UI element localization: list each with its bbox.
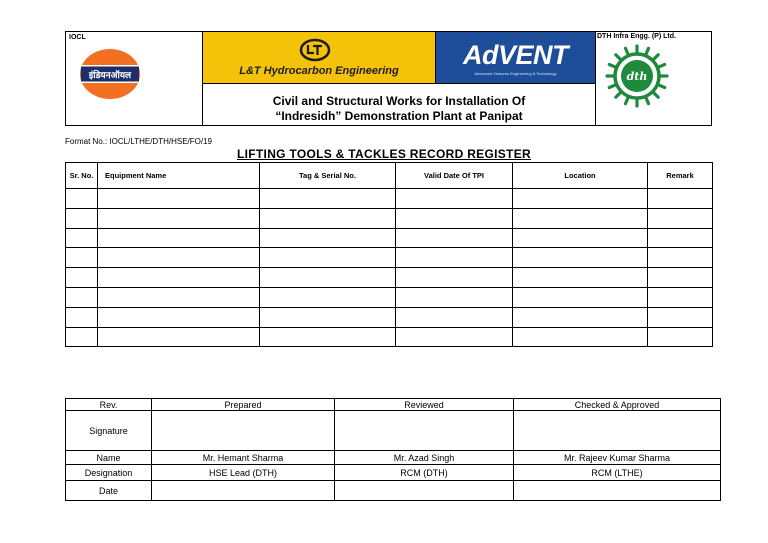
location-cell[interactable] bbox=[513, 248, 648, 268]
project-title-line2: “Indresidh” Demonstration Plant at Panipat bbox=[275, 109, 523, 123]
dth-cell bbox=[596, 32, 711, 125]
prepared-header: Prepared bbox=[152, 399, 335, 411]
col-header-equipment-name: Equipment Name bbox=[98, 163, 260, 189]
sr-no-cell[interactable] bbox=[66, 287, 98, 307]
valid-date-cell[interactable] bbox=[396, 268, 513, 288]
equipment-name-cell[interactable] bbox=[98, 268, 260, 288]
prepared-date-field[interactable] bbox=[152, 481, 335, 501]
reviewed-designation: RCM (DTH) bbox=[335, 465, 514, 481]
remark-cell[interactable] bbox=[648, 268, 713, 288]
tag-serial-cell[interactable] bbox=[260, 248, 396, 268]
valid-date-cell[interactable] bbox=[396, 208, 513, 228]
sr-no-cell[interactable] bbox=[66, 208, 98, 228]
valid-date-cell[interactable] bbox=[396, 189, 513, 209]
date-row bbox=[66, 481, 721, 501]
remark-cell[interactable] bbox=[648, 208, 713, 228]
equipment-name-cell[interactable] bbox=[98, 248, 260, 268]
designation-label: Designation bbox=[66, 465, 152, 481]
signature-row bbox=[66, 411, 721, 451]
sr-no-cell[interactable] bbox=[66, 327, 98, 347]
designation-row bbox=[66, 465, 721, 481]
col-header-valid-date-tpi: Valid Date Of TPI bbox=[396, 163, 513, 189]
valid-date-cell[interactable] bbox=[396, 248, 513, 268]
tag-serial-cell[interactable] bbox=[260, 268, 396, 288]
location-cell[interactable] bbox=[513, 268, 648, 288]
advent-name: AdVENT bbox=[463, 40, 568, 70]
register-body bbox=[66, 189, 713, 347]
sr-no-cell[interactable] bbox=[66, 268, 98, 288]
iocl-logo-text: इंडियनऑयल bbox=[88, 71, 132, 81]
tag-serial-cell[interactable] bbox=[260, 189, 396, 209]
reviewed-signature-field[interactable] bbox=[335, 411, 514, 451]
dth-name: DTH Infra Engg. (P) Ltd. bbox=[597, 33, 676, 40]
name-label: Name bbox=[66, 451, 152, 465]
sr-no-cell[interactable] bbox=[66, 228, 98, 248]
prepared-name: Mr. Hemant Sharma bbox=[152, 451, 335, 465]
document-header bbox=[65, 31, 712, 126]
equipment-name-cell[interactable] bbox=[98, 208, 260, 228]
location-cell[interactable] bbox=[513, 307, 648, 327]
register-row bbox=[66, 208, 713, 228]
tag-serial-cell[interactable] bbox=[260, 307, 396, 327]
sr-no-cell[interactable] bbox=[66, 248, 98, 268]
date-label: Date bbox=[66, 481, 152, 501]
prepared-signature-field[interactable] bbox=[152, 411, 335, 451]
signature-label: Signature bbox=[66, 411, 152, 451]
project-title-line1: Civil and Structural Works for Installation Of bbox=[272, 94, 526, 108]
reviewed-date-field[interactable] bbox=[335, 481, 514, 501]
tag-serial-cell[interactable] bbox=[260, 287, 396, 307]
equipment-name-cell[interactable] bbox=[98, 287, 260, 307]
register-row bbox=[66, 327, 713, 347]
equipment-name-cell[interactable] bbox=[98, 189, 260, 209]
iocl-cell bbox=[66, 32, 203, 125]
revision-header-row bbox=[66, 399, 721, 411]
revision-table bbox=[65, 398, 721, 501]
remark-cell[interactable] bbox=[648, 327, 713, 347]
remark-cell[interactable] bbox=[648, 189, 713, 209]
lt-emblem-icon bbox=[299, 38, 331, 62]
remark-cell[interactable] bbox=[648, 287, 713, 307]
col-header-sr-no: Sr. No. bbox=[66, 163, 98, 189]
col-header-tag-serial: Tag & Serial No. bbox=[260, 163, 396, 189]
equipment-name-cell[interactable] bbox=[98, 327, 260, 347]
dth-wheel-logo bbox=[605, 44, 669, 108]
lt-name: L&T Hydrocarbon Engineering bbox=[239, 65, 399, 77]
advent-logo-cell bbox=[436, 32, 596, 84]
register-row bbox=[66, 248, 713, 268]
equipment-name-cell[interactable] bbox=[98, 307, 260, 327]
valid-date-cell[interactable] bbox=[396, 307, 513, 327]
iocl-logo bbox=[79, 48, 141, 100]
col-header-remark: Remark bbox=[648, 163, 713, 189]
location-cell[interactable] bbox=[513, 228, 648, 248]
register-header-row bbox=[66, 163, 713, 189]
approved-date-field[interactable] bbox=[514, 481, 721, 501]
valid-date-cell[interactable] bbox=[396, 287, 513, 307]
location-cell[interactable] bbox=[513, 287, 648, 307]
remark-cell[interactable] bbox=[648, 248, 713, 268]
prepared-designation: HSE Lead (DTH) bbox=[152, 465, 335, 481]
reviewed-header: Reviewed bbox=[335, 399, 514, 411]
iocl-code: IOCL bbox=[69, 34, 86, 41]
remark-cell[interactable] bbox=[648, 228, 713, 248]
register-title: LIFTING TOOLS & TACKLES RECORD REGISTER bbox=[237, 147, 531, 161]
register-row bbox=[66, 189, 713, 209]
col-header-location: Location bbox=[513, 163, 648, 189]
format-number: Format No.: IOCL/LTHE/DTH/HSE/FO/19 bbox=[65, 137, 212, 146]
valid-date-cell[interactable] bbox=[396, 228, 513, 248]
register-row bbox=[66, 268, 713, 288]
sr-no-cell[interactable] bbox=[66, 189, 98, 209]
approved-signature-field[interactable] bbox=[514, 411, 721, 451]
register-row bbox=[66, 228, 713, 248]
location-cell[interactable] bbox=[513, 327, 648, 347]
dth-logo-text: dth bbox=[626, 70, 648, 83]
tag-serial-cell[interactable] bbox=[260, 327, 396, 347]
approved-designation: RCM (LTHE) bbox=[514, 465, 721, 481]
register-row bbox=[66, 307, 713, 327]
tag-serial-cell[interactable] bbox=[260, 208, 396, 228]
register-table bbox=[65, 162, 713, 347]
lt-logo-cell bbox=[203, 32, 436, 84]
reviewed-name: Mr. Azad Singh bbox=[335, 451, 514, 465]
remark-cell[interactable] bbox=[648, 307, 713, 327]
advent-tagline: Advanced Ventures Engineering & Technology bbox=[474, 71, 557, 76]
valid-date-cell[interactable] bbox=[396, 327, 513, 347]
location-cell[interactable] bbox=[513, 189, 648, 209]
location-cell[interactable] bbox=[513, 208, 648, 228]
rev-header: Rev. bbox=[66, 399, 152, 411]
approved-name: Mr. Rajeev Kumar Sharma bbox=[514, 451, 721, 465]
name-row bbox=[66, 451, 721, 465]
equipment-name-cell[interactable] bbox=[98, 228, 260, 248]
sr-no-cell[interactable] bbox=[66, 307, 98, 327]
tag-serial-cell[interactable] bbox=[260, 228, 396, 248]
register-row bbox=[66, 287, 713, 307]
checked-approved-header: Checked & Approved bbox=[514, 399, 721, 411]
project-title bbox=[203, 84, 596, 125]
